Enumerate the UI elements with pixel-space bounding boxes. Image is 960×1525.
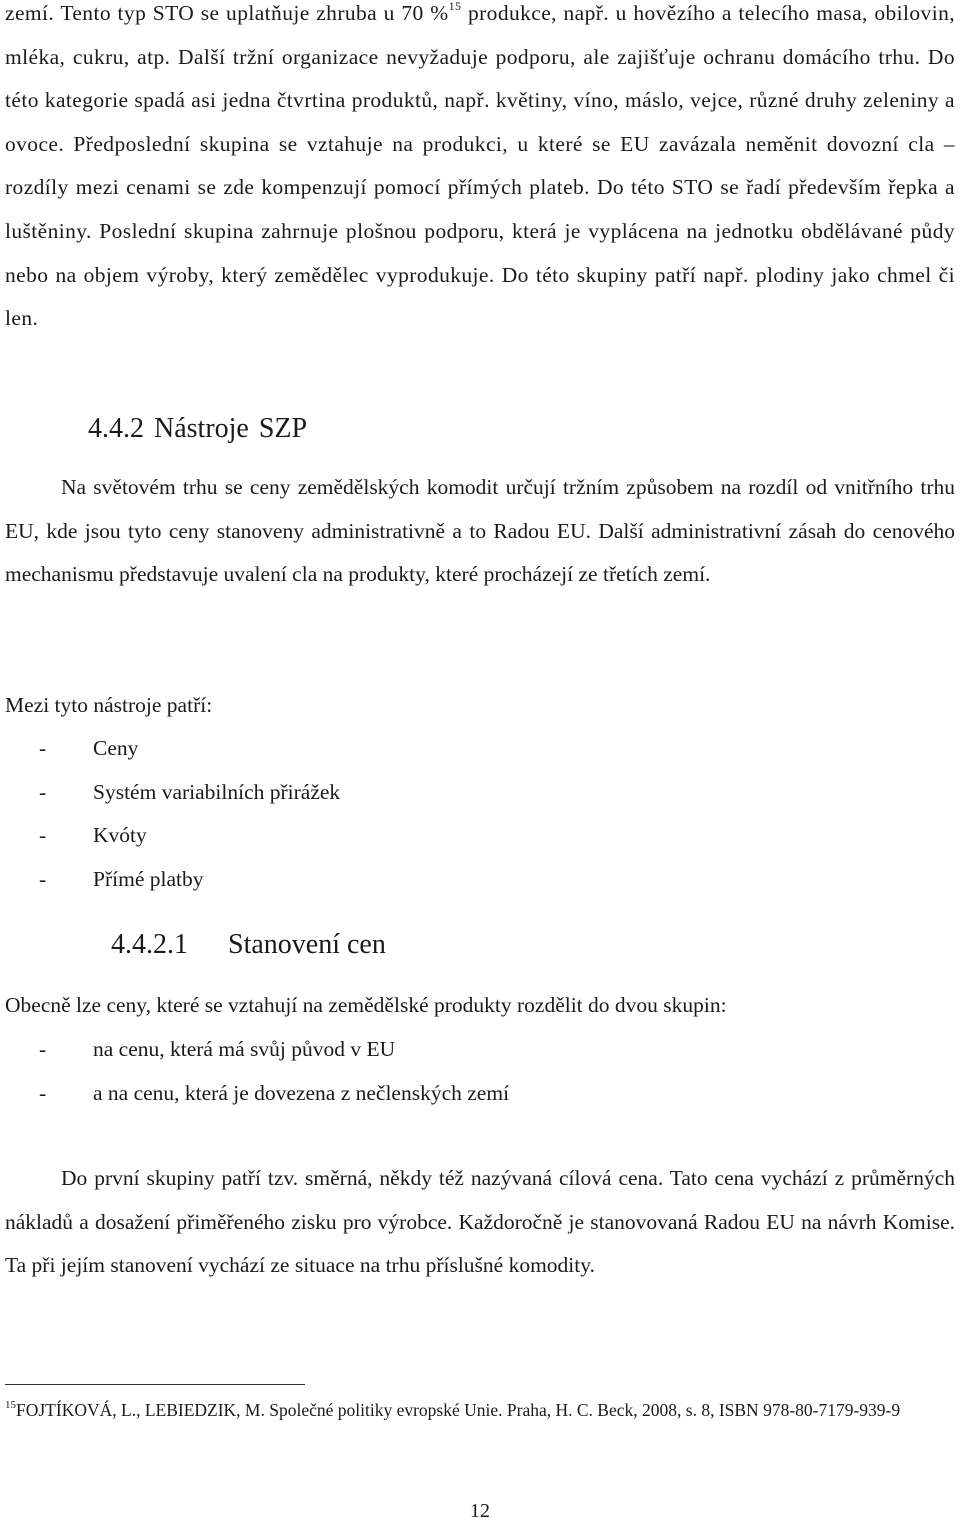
list-item-text: a na cenu, která je dovezena z nečlenských zemí [93, 1080, 510, 1105]
footnote-reference: 15 [448, 0, 462, 13]
page-number: 12 [470, 1500, 490, 1522]
list-item [39, 727, 340, 771]
list-marker: - [39, 736, 47, 760]
body-paragraph: Do první skupiny patří tzv. směrná, někdy též nazývaná cílová cena. Tato cena vychází z průměrných nákladů a dosažení přiměřeného zisku pro výrobce. Každoročně je stanovovaná Radou EU na návrh Komise. Ta při jejím stanovení vychází ze situace na trhu příslušné komodity. [5, 1166, 955, 1278]
list-item-text: Kvóty [93, 823, 147, 848]
list-marker: - [39, 779, 47, 804]
list-marker: - [39, 1037, 47, 1061]
list-item-text: Přímé platby [93, 866, 204, 891]
list-item-text: Systém variabilních přirážek [93, 779, 341, 804]
list-item [39, 814, 340, 858]
paragraph-text: produkce, např. u hovězího a telecího masa, obilovin, mléka, cukru, atp. Další tržní organizace nevyžaduje podporu, ale zajišťuje ochranu domácího trhu. Do této kategorie spadá asi jedna čtvrtina produktů, např. květiny, víno, máslo, vejce, různé druhy zeleniny a ovoce. Předposlední skupina se vztahuje na produkci, u které se EU zavázala neměnit dovozní cla – rozdíly mezi cenami se zde kompenzují pomocí přímých plateb. Do této STO se řadí především řepka a luštěniny. Poslední skupina zahrnuje plošnou podporu, která je vyplácena na jednotku obdělávané půdy nebo na objem výroby, který zemědělec vyprodukuje. Do této skupiny patří např. plodiny jako chmel či len. [5, 1, 955, 331]
instruments-list [39, 727, 340, 901]
footnote-separator [5, 1384, 305, 1385]
list-intro: Mezi tyto nástroje patří: [5, 693, 213, 717]
footnote [5, 1392, 955, 1429]
footnote-text: FOJTÍKOVÁ, L., LEBIEDZIK, M. Společné politiky evropské Unie. Praha, H. C. Beck, 2008, s. 8, ISBN 978-80-7179-939-9 [16, 1400, 901, 1420]
list-item [39, 858, 340, 902]
list-marker: - [39, 1080, 47, 1105]
list-item [39, 1028, 509, 1072]
section-heading: 4.4.2 Nástroje SZP [88, 413, 308, 444]
body-paragraph: Obecně lze ceny, které se vztahují na zemědělské produkty rozdělit do dvou skupin: [5, 993, 727, 1017]
list-item [39, 1072, 509, 1116]
list-item [39, 771, 340, 815]
list-marker: - [39, 823, 47, 848]
footnote-marker: 15 [5, 1399, 16, 1411]
paragraph-text: zemí. Tento typ STO se uplatňuje zhruba u 70 % [5, 1, 449, 25]
list-item-text: na cenu, která má svůj původ v EU [93, 1037, 396, 1061]
subsection-title: Stanovení cen [228, 929, 386, 960]
body-paragraph: Na světovém trhu se ceny zemědělských komodit určují tržním způsobem na rozdíl od vnitřního trhu EU, kde jsou tyto ceny stanoveny administrativně a to Radou EU. Další administrativní zásah do cenového mechanismu představuje uvalení cla na produkty, které procházejí ze třetích zemí. [5, 475, 955, 587]
price-groups-list [39, 1028, 509, 1115]
list-item-text: Ceny [93, 736, 139, 760]
subsection-heading [111, 929, 386, 961]
body-paragraph [5, 0, 955, 341]
list-marker: - [39, 866, 47, 891]
subsection-number: 4.4.2.1 [111, 929, 188, 960]
